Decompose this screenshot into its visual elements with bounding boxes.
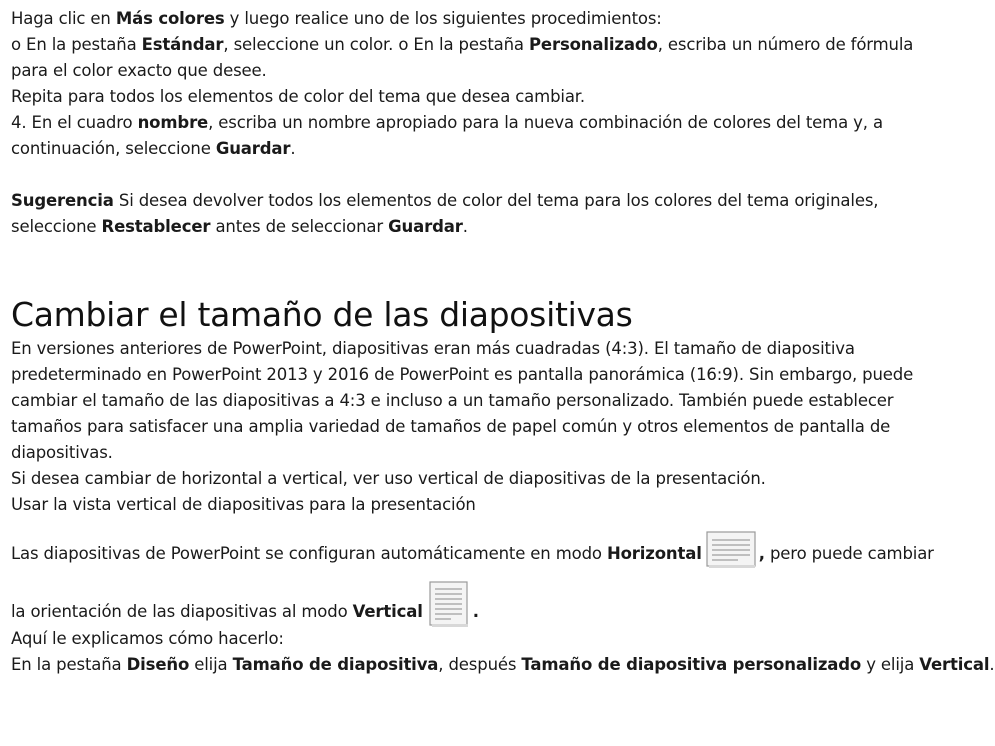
text-run: . <box>989 655 995 674</box>
text-run: Haga clic en <box>11 9 116 28</box>
text-run: continuación, seleccione <box>11 139 216 158</box>
bold-term-more-colors: Más colores <box>115 9 225 28</box>
text-run: , seleccione un color. o En la pestaña <box>223 35 529 54</box>
paragraph-line: En versiones anteriores de PowerPoint, diapositivas eran más cuadradas (4:3). El tamaño de diapositiva <box>11 339 855 358</box>
instruction-line-name-box <box>11 110 976 136</box>
document-page <box>11 6 995 678</box>
text-run: Si desea devolver todos los elementos de color del tema para los colores del tema originales, <box>113 191 879 210</box>
text-run: , después <box>438 655 522 674</box>
landscape-orientation-icon <box>706 531 756 569</box>
spacer <box>11 162 976 188</box>
tip-line-2 <box>11 214 976 240</box>
text-run: . <box>462 217 468 236</box>
spacer <box>11 240 976 292</box>
bold-term-design: Diseño <box>126 655 190 674</box>
how-to-line: Aquí le explicamos cómo hacerlo: <box>11 629 284 648</box>
steps-line <box>11 652 995 678</box>
text-run: Las diapositivas de PowerPoint se configuran automáticamente en modo <box>11 544 607 563</box>
text-run: o En la pestaña <box>11 35 142 54</box>
text-run: y luego realice uno de los siguientes procedimientos: <box>224 9 662 28</box>
text-run: antes de seleccionar <box>210 217 389 236</box>
bold-term-slide-size: Tamaño de diapositiva <box>232 655 439 674</box>
text-run: , escriba un número de fórmula <box>657 35 914 54</box>
paragraph-line: diapositivas. <box>11 443 113 462</box>
tip-label: Sugerencia <box>11 191 114 210</box>
orientation-line-portrait <box>11 580 976 626</box>
instruction-line-tabs <box>11 32 976 58</box>
text-run: , escriba un nombre apropiado para la nueva combinación de colores del tema y, a <box>208 113 883 132</box>
text-run: y elija <box>861 655 920 674</box>
bold-term-save: Guardar <box>388 217 463 236</box>
section-heading: Cambiar el tamaño de las diapositivas <box>11 295 633 334</box>
paragraph-line: predeterminado en PowerPoint 2013 y 2016 de PowerPoint es pantalla panorámica (16:9). Sin embargo, puede <box>11 365 914 384</box>
portrait-orientation-icon <box>429 581 469 627</box>
orientation-line-landscape <box>11 530 976 568</box>
bold-term-vertical: Vertical <box>919 655 990 674</box>
instruction-line-repeat: Repita para todos los elementos de color del tema que desea cambiar. <box>11 87 585 106</box>
text-run: seleccione <box>11 217 102 236</box>
bold-term-portrait: Vertical <box>352 602 423 621</box>
vertical-reference-line: Si desea cambiar de horizontal a vertical, ver uso vertical de diapositivas de la presentación. <box>11 469 766 488</box>
bold-term-standard: Estándar <box>141 35 224 54</box>
text-run: la orientación de las diapositivas al modo <box>11 602 353 621</box>
instruction-line-more-colors <box>11 6 976 32</box>
bold-term-reset: Restablecer <box>101 217 211 236</box>
bold-term-save: Guardar <box>215 139 291 158</box>
bold-term-landscape: Horizontal <box>606 544 702 563</box>
slide-size-paragraph <box>11 336 976 466</box>
subheading-portrait-view: Usar la vista vertical de diapositivas para la presentación <box>11 495 476 514</box>
instruction-line-save <box>11 136 976 162</box>
paragraph-line: cambiar el tamaño de las diapositivas a 4:3 e incluso a un tamaño personalizado. También puede establecer <box>11 391 894 410</box>
tip-line-1 <box>11 188 976 214</box>
bold-term-custom: Personalizado <box>528 35 658 54</box>
paragraph-line: tamaños para satisfacer una amplia variedad de tamaños de papel común y otros elementos de pantalla de <box>11 417 891 436</box>
bold-term-custom-slide-size: Tamaño de diapositiva personalizado <box>521 655 862 674</box>
text-run: pero puede cambiar <box>764 544 934 563</box>
text-run: . <box>290 139 296 158</box>
text-run: elija <box>189 655 233 674</box>
text-run: 4. En el cuadro <box>11 113 138 132</box>
bold-comma: , <box>758 544 765 563</box>
text-run: En la pestaña <box>11 655 127 674</box>
bold-period: . <box>472 602 479 621</box>
instruction-line-exact-color: para el color exacto que desee. <box>11 61 267 80</box>
bold-term-name: nombre <box>137 113 209 132</box>
